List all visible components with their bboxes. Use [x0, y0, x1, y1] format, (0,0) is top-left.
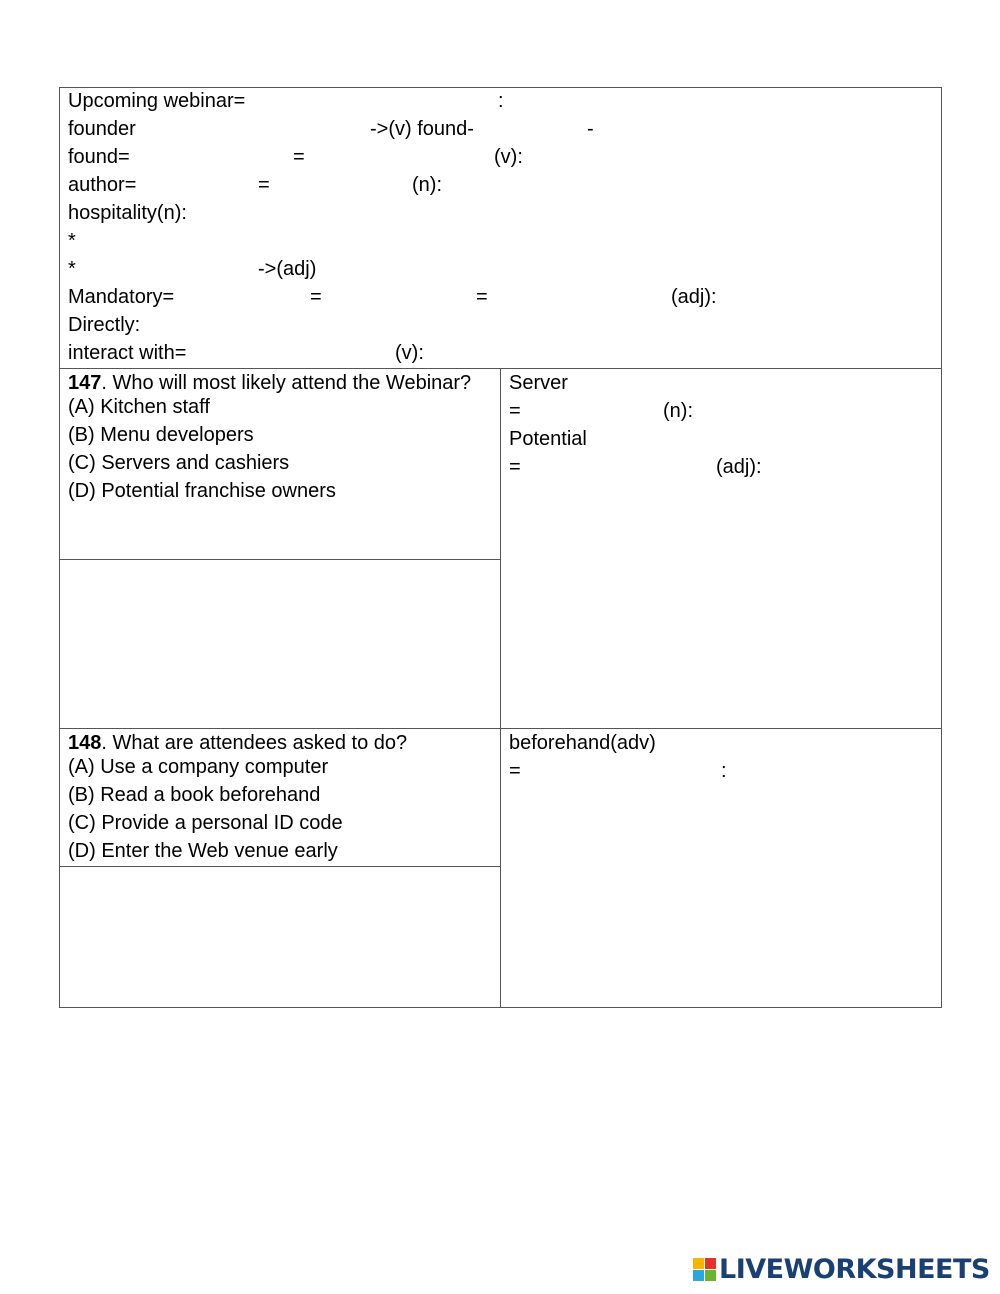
- column-divider: [500, 368, 501, 1008]
- question-148-stem: [68, 731, 488, 755]
- vocab-term: interact with=: [68, 342, 187, 364]
- vocab-equals: =: [258, 174, 270, 196]
- vocab-pos: (adj):: [671, 286, 717, 308]
- question-number: 147: [68, 372, 102, 394]
- vocab-term: Upcoming webinar=: [68, 90, 246, 112]
- question-text: . Who will most likely attend the Webinar?: [101, 372, 472, 394]
- option-a: (A) Kitchen staff: [68, 396, 210, 418]
- logo-square: [705, 1258, 716, 1269]
- vocab-term: found=: [68, 146, 130, 168]
- notes-pos: (n):: [663, 400, 693, 422]
- logo-square: [705, 1270, 716, 1281]
- option-c: (C) Provide a personal ID code: [68, 812, 343, 834]
- vocab-term: hospitality(n):: [68, 202, 187, 224]
- answer-area-147: [60, 560, 500, 728]
- logo-square: [693, 1270, 704, 1281]
- question-148: [68, 731, 488, 863]
- vocab-derivation: ->(adj): [258, 258, 317, 280]
- vocab-term: founder: [68, 118, 136, 140]
- notes-equals: =: [509, 456, 521, 478]
- answer-area-148: [60, 867, 500, 1007]
- notes-pos: (adj):: [716, 456, 762, 478]
- notes-term: beforehand(adv): [509, 732, 656, 754]
- option-b: (B) Read a book beforehand: [68, 784, 321, 806]
- notes-term: Potential: [509, 428, 587, 450]
- logo-text: LIVEWORKSHEETS: [719, 1253, 990, 1285]
- question-text: . What are attendees asked to do?: [101, 732, 408, 754]
- question-147-stem: [68, 371, 488, 395]
- option-d: (D) Enter the Web venue early: [68, 840, 338, 862]
- option-a: (A) Use a company computer: [68, 756, 329, 778]
- vocab-bullet: *: [68, 230, 76, 252]
- vocab-pos: (v):: [494, 146, 523, 168]
- vocab-equals: =: [293, 146, 305, 168]
- question-number: 148: [68, 732, 102, 754]
- notes-colon: :: [721, 760, 727, 782]
- vocab-colon: :: [498, 90, 504, 112]
- option-c: (C) Servers and cashiers: [68, 452, 290, 474]
- notes-term: Server: [509, 372, 568, 394]
- vocab-pos: (n):: [412, 174, 442, 196]
- vocab-equals: =: [310, 286, 322, 308]
- liveworksheets-logo: [693, 1253, 990, 1285]
- logo-mark-icon: [693, 1258, 716, 1281]
- vocab-term: Mandatory=: [68, 286, 175, 308]
- vocab-term: author=: [68, 174, 137, 196]
- vocab-dash: -: [587, 118, 594, 140]
- notes-equals: =: [509, 760, 521, 782]
- vocab-equals: =: [476, 286, 488, 308]
- vocab-pos: (v):: [395, 342, 424, 364]
- logo-square: [693, 1258, 704, 1269]
- notes-equals: =: [509, 400, 521, 422]
- vocab-derivation: ->(v) found-: [370, 118, 474, 140]
- vocab-bullet: *: [68, 258, 76, 280]
- question-147: [68, 371, 488, 503]
- vocab-term: Directly:: [68, 314, 141, 336]
- option-d: (D) Potential franchise owners: [68, 480, 336, 502]
- option-b: (B) Menu developers: [68, 424, 254, 446]
